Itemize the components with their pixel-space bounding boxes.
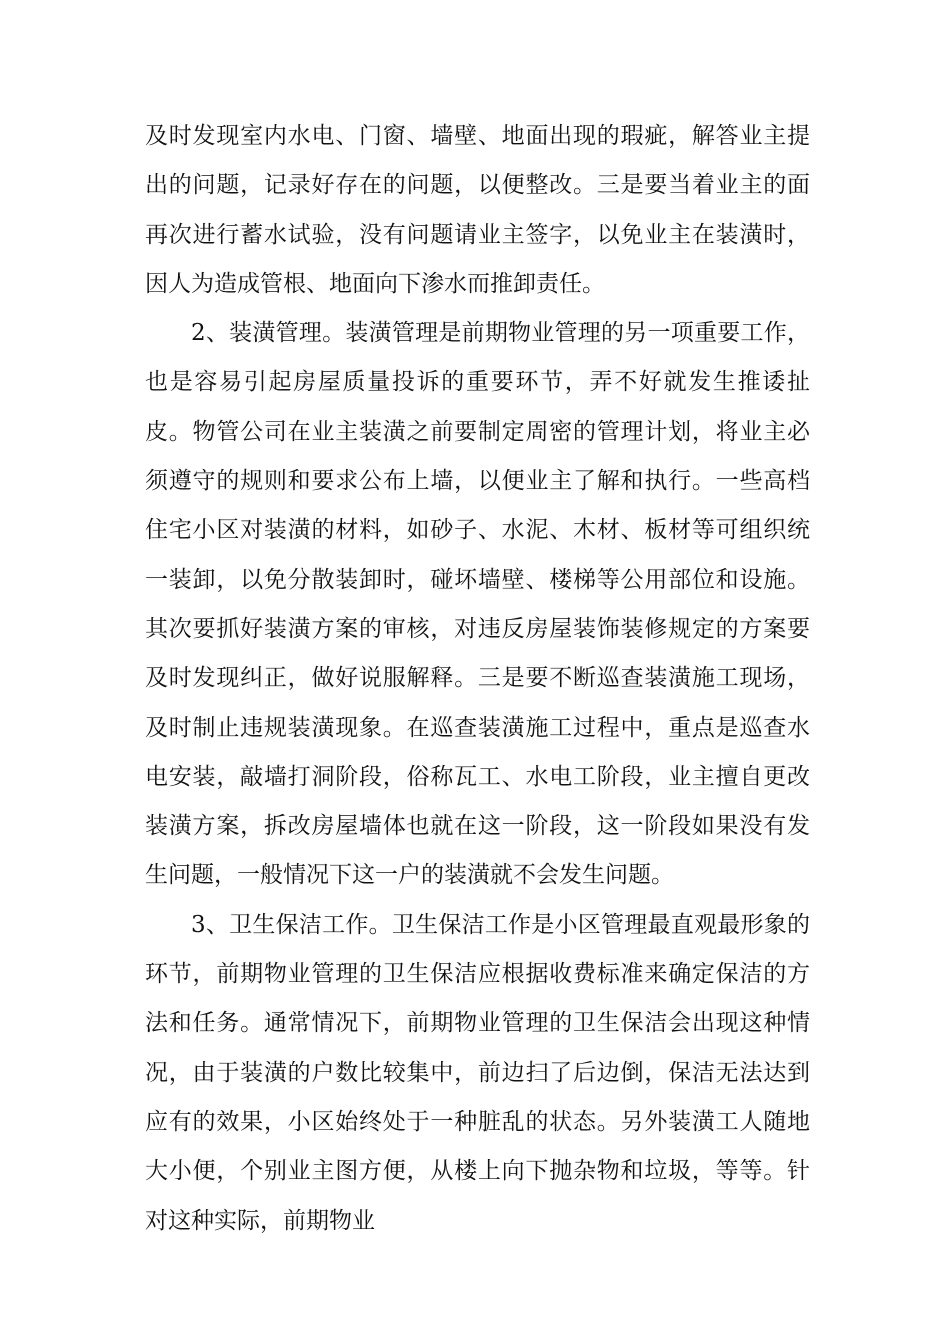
paragraph-2: 2、装潢管理。装潢管理是前期物业管理的另一项重要工作，也是容易引起房屋质量投诉的重要环节，弄不好就发生推诿扯皮。物管公司在业主装潢之前要制定周密的管理计划，将业主必须遵守的规则和要求公布上墙，以便业主了解和执行。一些高档住宅小区对装潢的材料，如砂子、水泥、木材、板材等可组织统一装卸，以免分散装卸时，碰坏墙壁、楼梯等公用部位和设施。其次要抓好装潢方案的审核，对违反房屋装饰装修规定的方案要及时发现纠正，做好说服解释。三是要不断巡查装潢施工现场，及时制止违规装潢现象。在巡查装潢施工过程中，重点是巡查水电安装，敲墙打洞阶段，俗称瓦工、水电工阶段，业主擅自更改装潢方案，拆改房屋墙体也就在这一阶段，这一阶段如果没有发生问题，一般情况下这一户的装潢就不会发生问题。	[145, 320, 810, 889]
document-body	[145, 112, 810, 1246]
paragraph-1: 及时发现室内水电、门窗、墙壁、地面出现的瑕疵，解答业主提出的问题，记录好存在的问题，以便整改。三是要当着业主的面再次进行蓄水试验，没有问题请业主签字，以免业主在装潢时，因人为造成管根、地面向下渗水而推卸责任。	[145, 123, 810, 297]
paragraph-3: 3、卫生保洁工作。卫生保洁工作是小区管理最直观最形象的环节，前期物业管理的卫生保洁应根据收费标准来确定保洁的方法和任务。通常情况下，前期物业管理的卫生保洁会出现这种情况，由于装潢的户数比较集中，前边扫了后边倒，保洁无法达到应有的效果，小区始终处于一种脏乱的状态。另外装潢工人随地大小便，个别业主图方便，从楼上向下抛杂物和垃圾，等等。针对这种实际，前期物业	[145, 911, 810, 1234]
